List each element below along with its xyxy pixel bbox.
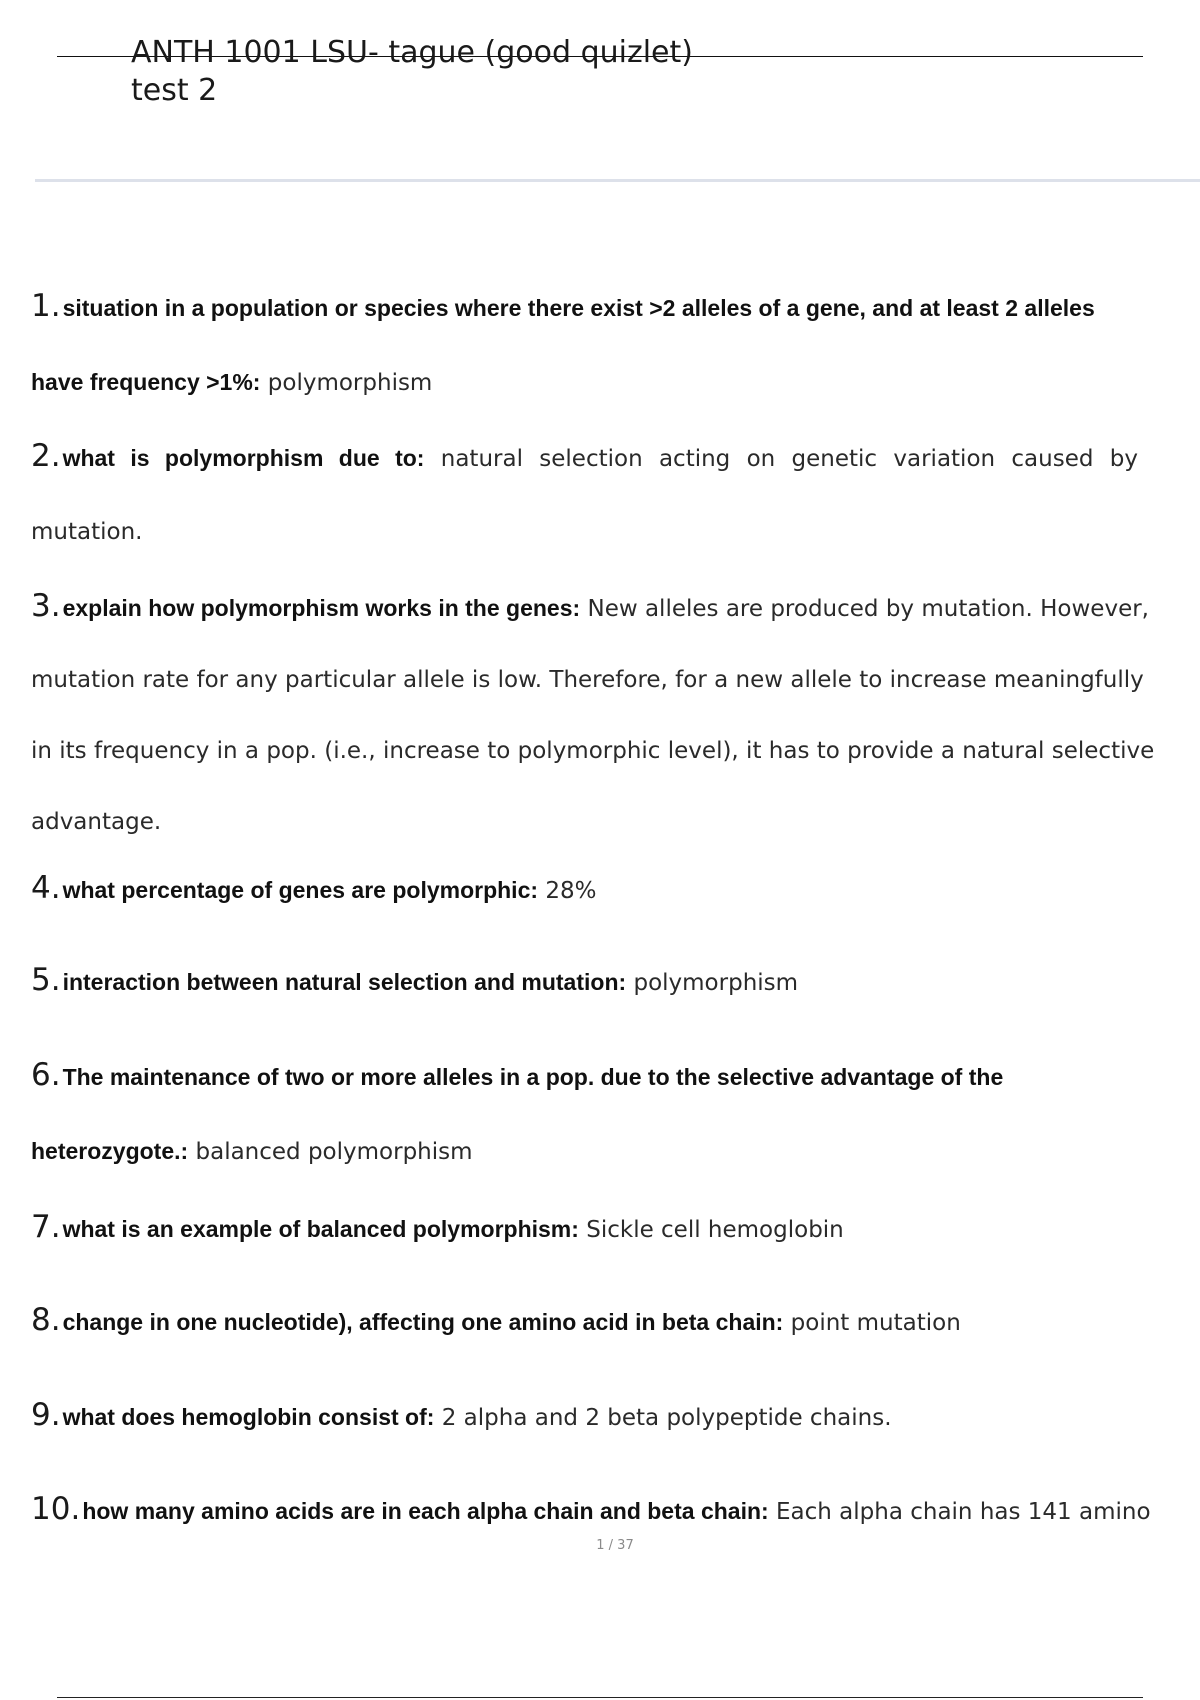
item-question: The maintenance of two or more alleles in a pop. due to the selective advantage of the	[62, 1064, 1004, 1090]
item-number: 7.	[31, 1209, 61, 1245]
document-title-line-1: ANTH 1001 LSU- tague (good quizlet)	[131, 35, 693, 70]
item-number: 8.	[31, 1302, 61, 1338]
item-question-continued: heterozygote.:	[31, 1138, 189, 1164]
item-number: 1.	[31, 288, 61, 324]
item-answer-continued: in its frequency in a pop. (i.e., increase to polymorphic level), it has to provide a natural selective	[31, 738, 1155, 764]
item-number: 9.	[31, 1397, 61, 1433]
item-number: 2.	[31, 438, 61, 474]
item-answer: Each alpha chain has 141 amino	[776, 1499, 1151, 1525]
document-title	[131, 34, 693, 110]
qa-item-5	[31, 956, 1200, 1007]
item-number: 4.	[31, 870, 61, 906]
item-answer-continued: mutation.	[31, 519, 143, 545]
qa-item-8	[31, 1296, 1200, 1347]
item-question-continued: have frequency >1%:	[31, 369, 261, 395]
qa-item-3	[31, 571, 1200, 858]
item-question: interaction between natural selection and mutation:	[62, 969, 627, 995]
qa-item-9	[31, 1391, 1200, 1442]
page-indicator: 1 / 37	[596, 1538, 634, 1553]
header-divider	[35, 179, 1200, 182]
item-answer: 28%	[545, 878, 597, 904]
item-answer: polymorphism	[267, 370, 433, 396]
item-answer-continued: advantage.	[31, 809, 162, 835]
item-answer: balanced polymorphism	[195, 1139, 473, 1165]
document-title-line-2: test 2	[131, 73, 218, 108]
footer-rule	[57, 1697, 1143, 1698]
item-answer: New alleles are produced by mutation. However,	[587, 596, 1149, 622]
item-answer: Sickle cell hemoglobin	[586, 1217, 844, 1243]
item-answer: 2 alpha and 2 beta polypeptide chains.	[441, 1405, 892, 1431]
item-answer-continued: mutation rate for any particular allele is low. Therefore, for a new allele to increase meaningfully	[31, 667, 1144, 693]
item-question: how many amino acids are in each alpha chain and beta chain:	[82, 1498, 769, 1524]
item-number: 3.	[31, 588, 61, 624]
item-question: what is an example of balanced polymorphism:	[62, 1216, 579, 1242]
item-number: 5.	[31, 962, 61, 998]
qa-item-6	[31, 1039, 1200, 1189]
item-number: 10.	[31, 1491, 81, 1527]
item-answer: point mutation	[790, 1310, 961, 1336]
qa-item-10	[31, 1485, 1200, 1536]
qa-item-7	[31, 1203, 1200, 1254]
item-question: situation in a population or species where there exist >2 alleles of a gene, and at least 2 alleles	[62, 295, 1095, 321]
item-answer: natural selection acting on genetic variation caused by	[440, 446, 1138, 472]
item-question: what is polymorphism due to:	[62, 445, 425, 471]
item-question: change in one nucleotide), affecting one amino acid in beta chain:	[62, 1309, 784, 1335]
item-answer: polymorphism	[633, 970, 799, 996]
item-number: 6.	[31, 1057, 61, 1093]
item-question: what percentage of genes are polymorphic:	[62, 877, 539, 903]
item-question: what does hemoglobin consist of:	[62, 1404, 435, 1430]
qa-item-4	[31, 864, 1200, 915]
qa-item-2	[31, 420, 1200, 569]
qa-item-1	[31, 270, 1200, 420]
item-question: explain how polymorphism works in the genes:	[62, 595, 581, 621]
